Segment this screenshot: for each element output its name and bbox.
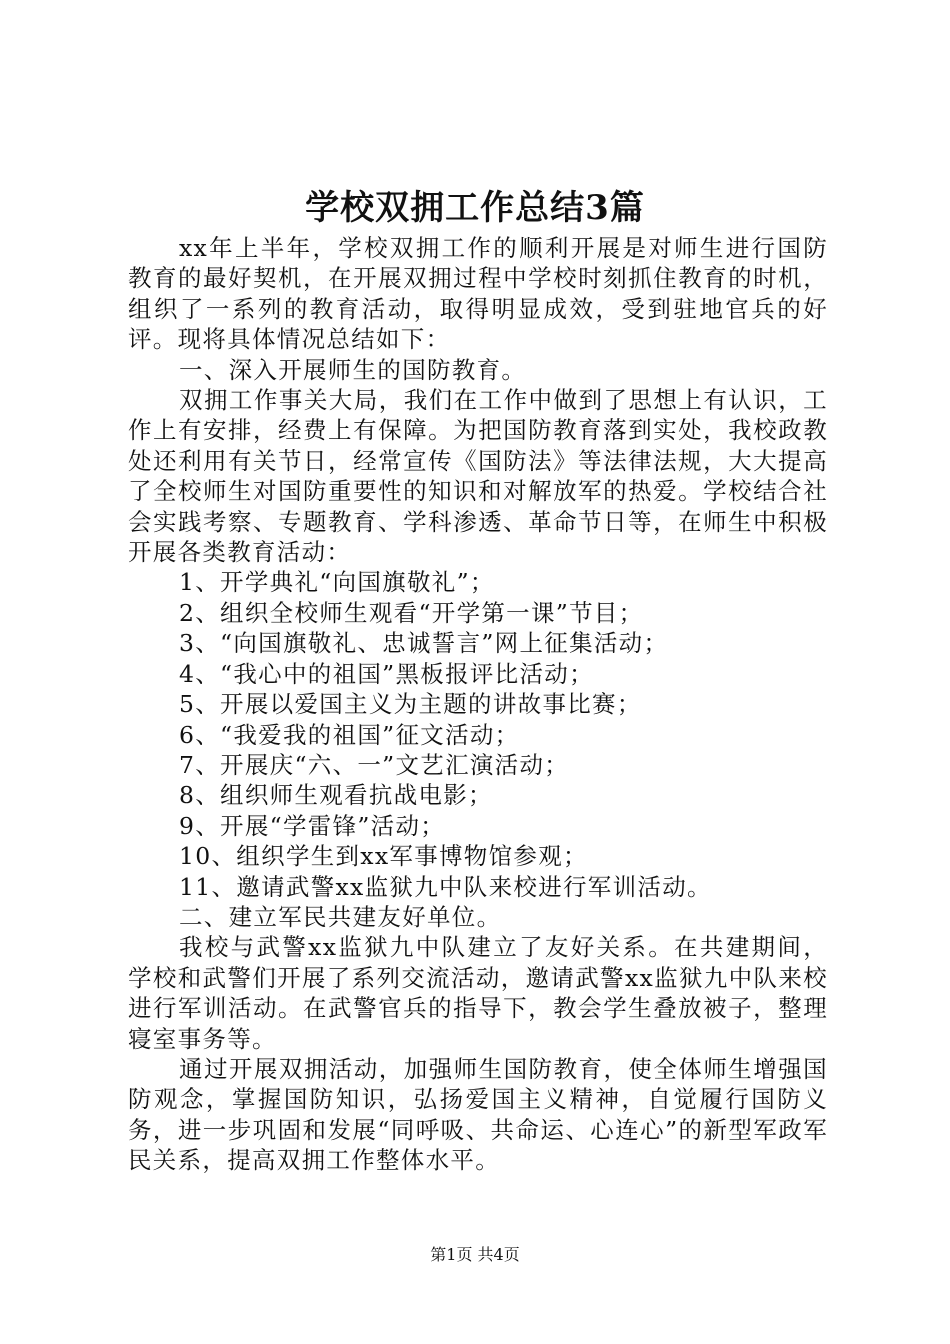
document-body [128, 233, 828, 1176]
page-number-footer: 第1页 共4页 [430, 1245, 520, 1264]
section-2-paragraph: 我校与武警xx监狱九中队建立了友好关系。在共建期间，学校和武警们开展了系列交流活动，邀请武警xx监狱九中队来校进行军训活动。在武警官兵的指导下，教会学生叠放被子，整理寝室事务等。 [128, 933, 828, 1053]
section-1-paragraph: 双拥工作事关大局，我们在工作中做到了思想上有认识，工作上有安排，经费上有保障。为把国防教育落到实处，我校政教处还利用有关节日，经常宣传《国防法》等法律法规，大大提高了全校师生对国防重要性的知识和对解放军的热爱。学校结合社会实践考察、专题教育、学科渗透、革命节日等，在师生中积极开展各类教育活动： [128, 386, 828, 567]
conclusion-paragraph: 通过开展双拥活动，加强师生国防教育，使全体师生增强国防观念，掌握国防知识，弘扬爱国主义精神，自觉履行国防义务，进一步巩固和发展“同呼吸、共命运、心连心”的新型军政军民关系，提高双拥工作整体水平。 [128, 1054, 828, 1175]
document-title: 学校双拥工作总结3篇 [305, 188, 645, 228]
list-item: 10、组织学生到xx军事博物馆参观； [179, 842, 588, 871]
intro-paragraph: xx年上半年，学校双拥工作的顺利开展是对师生进行国防教育的最好契机，在开展双拥过程中学校时刻抓住教育的时机，组织了一系列的教育活动，取得明显成效，受到驻地官兵的好评。现将具体情况总结如下： [128, 234, 828, 354]
list-item: 11、邀请武警xx监狱九中队来校进行军训活动。 [179, 872, 712, 901]
section-heading-1: 一、深入开展师生的国防教育。 [179, 355, 527, 384]
list-item: 6、“我爱我的祖国”征文活动； [179, 720, 520, 749]
list-item: 8、组织师生观看抗战电影； [179, 781, 493, 810]
list-item: 1、开学典礼“向国旗敬礼”； [179, 568, 495, 597]
list-item: 9、开展“学雷锋”活动； [179, 811, 446, 840]
list-item: 7、开展庆“六、一”文艺汇演活动； [179, 750, 570, 779]
list-item: 4、“我心中的祖国”黑板报评比活动； [179, 659, 594, 688]
list-item: 3、“向国旗敬礼、忠诚誓言”网上征集活动； [179, 629, 669, 658]
list-item: 5、开展以爱国主义为主题的讲故事比赛； [179, 690, 642, 719]
section-heading-2: 二、建立军民共建友好单位。 [179, 902, 502, 931]
list-item: 2、组织全校师生观看“开学第一课”节目； [179, 598, 644, 627]
